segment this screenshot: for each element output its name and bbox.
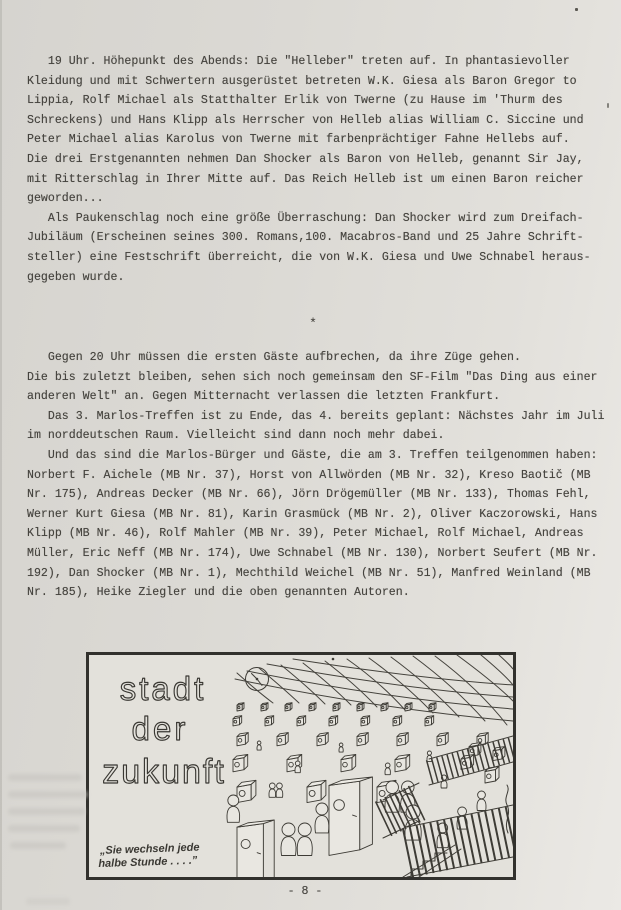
ceiling-lattice bbox=[235, 655, 513, 725]
cartoon-title-line2: der bbox=[131, 710, 189, 747]
text-line: Gegen 20 Uhr müssen die ersten Gäste aufbrechen, da ihre Züge gehen. bbox=[27, 351, 521, 364]
text-line: Kleidung und mit Schwertern ausgerüstet betreten W.K. Giesa als Baron Gregor to bbox=[27, 74, 577, 88]
foreground-scene bbox=[227, 777, 486, 877]
asterisk-separator: * bbox=[309, 316, 317, 331]
text-line: Jubiläum (Erscheinen seines 300. Romans,100. Macabros-Band und 25 Jahre Schrift- bbox=[27, 231, 584, 245]
text-line: 19 Uhr. Höhepunkt des Abends: Die "Helleber" treten auf. In phantasievoller bbox=[27, 55, 570, 68]
text-line: Und das sind die Marlos-Bürger und Gäste, die am 3. Treffen teilgenommen haben: bbox=[27, 448, 598, 462]
ink-bleed-through bbox=[8, 774, 82, 781]
text-line: Werner Kurt Giesa (MB Nr. 81), Karin Grasmück (MB Nr. 2), Oliver Kaczorowski, Hans bbox=[27, 507, 598, 521]
cartoon-panel bbox=[86, 652, 516, 880]
cartoon-title-line1: stadt bbox=[119, 670, 207, 707]
cartoon-caption bbox=[98, 842, 200, 871]
page-number: - 8 - bbox=[287, 885, 323, 898]
text-line: Die drei Erstgenannten nehmen Dan Shocker als Baron von Helleb, genannt Sir Jay, bbox=[27, 152, 584, 166]
body-text-block-1 bbox=[27, 52, 619, 287]
text-line: im norddeutschen Raum. Vielleicht sind dann noch mehr dabei. bbox=[27, 429, 445, 443]
cartoon-illustration bbox=[89, 655, 513, 877]
text-line: Nr. 175), Andreas Decker (MB Nr. 66), Jörn Drögemüller (MB Nr. 133), Thomas Fehl, bbox=[27, 488, 591, 502]
ink-bleed-through bbox=[8, 791, 88, 798]
scan-speck bbox=[575, 8, 578, 11]
text-line: Peter Michael alias Karolus von Twerne mit farbenprächtiger Fahne Hellebs auf. bbox=[27, 133, 570, 147]
text-line: Nr. 185), Heike Ziegler und die oben genannten Autoren. bbox=[27, 586, 410, 600]
ink-bleed-through bbox=[26, 898, 70, 905]
ink-bleed-through bbox=[8, 825, 80, 832]
ink-speck bbox=[332, 658, 335, 661]
cartoon-title-line3: zukunft bbox=[102, 753, 226, 791]
text-line: Norbert F. Aichele (MB Nr. 37), Horst von Allwörden (MB Nr. 32), Kreso Baotič (MB bbox=[27, 468, 591, 482]
text-line: Klipp (MB Nr. 46), Rolf Mahler (MB Nr. 39), Peter Michael, Rolf Michael, Andreas bbox=[27, 527, 584, 541]
scan-speck bbox=[607, 103, 609, 108]
text-line: Als Paukenschlag noch eine größe Überraschung: Dan Shocker wird zum Dreifach- bbox=[27, 211, 584, 225]
text-line: 192), Dan Shocker (MB Nr. 1), Mechthild Weichel (MB Nr. 51), Manfred Weinland (MB bbox=[27, 566, 591, 580]
body-text-block-2 bbox=[27, 348, 619, 603]
text-line: mit Ritterschlag in Ihrer Mitte auf. Das Reich Helleb ist um einen Baron reicher bbox=[27, 172, 584, 186]
caption-line2: halbe Stunde . . . .” bbox=[98, 854, 198, 871]
text-line: Die bis zuletzt bleiben, sehen sich noch gemeinsam den SF-Film "Das Ding aus einer bbox=[27, 370, 598, 384]
text-line: Schreckens) und Hans Klipp als Herrscher von Helleb alias William C. Siccine und bbox=[27, 113, 584, 127]
text-line: steller) eine Festschrift überreicht, die von W.K. Giesa und Uwe Schnabel heraus- bbox=[27, 250, 591, 264]
text-line: anderen Welt" an. Gegen Mitternacht verlassen die letzten Frankfurt. bbox=[27, 390, 501, 404]
text-line: gegeben wurde. bbox=[27, 270, 125, 284]
ink-bleed-through bbox=[10, 842, 66, 849]
scan-edge-shadow bbox=[0, 0, 2, 910]
text-line: Lippia, Rolf Michael als Statthalter Erlik von Twerne (zu Hause im 'Thurm des bbox=[27, 94, 563, 108]
text-line: Das 3. Marlos-Treffen ist zu Ende, das 4. bereits geplant: Nächstes Jahr im Juli bbox=[27, 409, 605, 423]
text-line: geworden... bbox=[27, 192, 104, 206]
ink-bleed-through bbox=[8, 808, 85, 815]
caption-line1: „Sie wechseln jede bbox=[99, 841, 200, 857]
text-line: Müller, Eric Neff (MB Nr. 174), Uwe Schnabel (MB Nr. 130), Norbert Seufert (MB Nr. bbox=[27, 546, 598, 560]
cartoon-title bbox=[102, 670, 226, 791]
